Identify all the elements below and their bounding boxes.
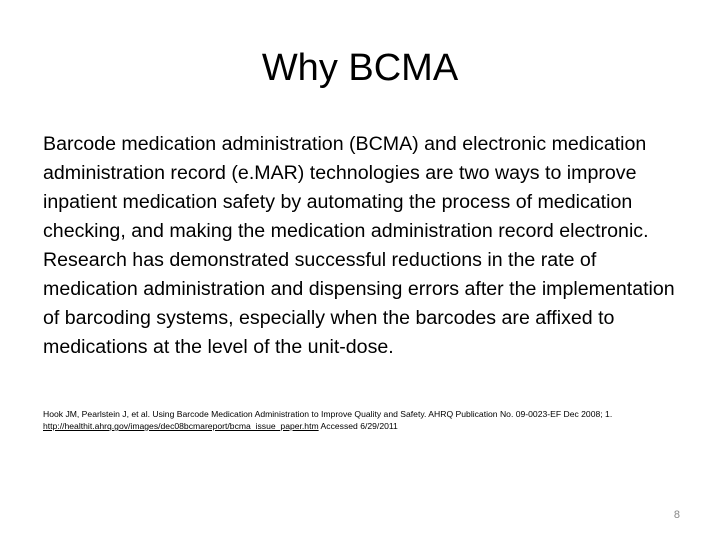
citation	[43, 408, 703, 432]
citation-accessed: Accessed 6/29/2011	[318, 421, 398, 431]
citation-text: Hook JM, Pearlstein J, et al. Using Barcode Medication Administration to Improve Quality and Safety. AHRQ Publication No. 09-0023-EF Dec 2008; 1.	[43, 409, 613, 419]
slide-title: Why BCMA	[261, 47, 459, 89]
page-number: 8	[673, 509, 680, 521]
slide-body-text: Barcode medication administration (BCMA) and electronic medication administration record (e.MAR) technologies are two ways to improve inpatient medication safety by automating the process of medication checking, and making the medication administration record electronic. Research has demonstrated successful reductions in the rate of medication administration and dispensing errors after the implementation of barcoding systems, especially when the barcodes are affixed to medications at the level of the unit-dose.	[43, 133, 675, 358]
citation-link[interactable]: http://healthit.ahrq.gov/images/dec08bcmareport/bcma_issue_paper.htm	[43, 421, 319, 431]
